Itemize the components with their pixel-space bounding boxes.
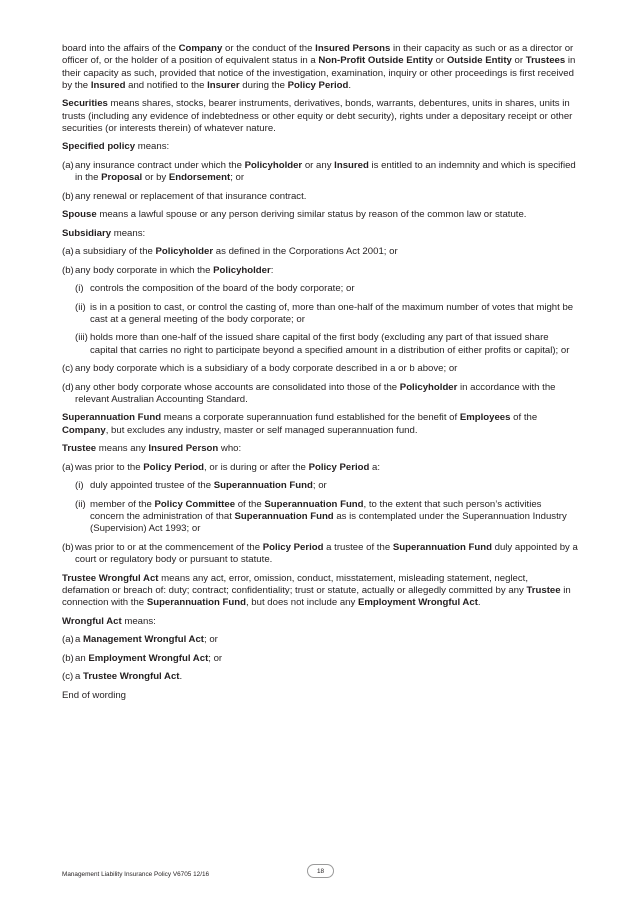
list-marker: (c) <box>62 671 74 683</box>
list-marker: (i) <box>75 283 84 295</box>
defined-term: Policyholder <box>155 246 214 258</box>
defined-term: Trustees <box>525 55 566 67</box>
text-run: in their capacity as such, provided that notice of the investigation, examination, inquiry or other proceedings is first received by the <box>62 55 576 91</box>
sub-list-item <box>62 283 578 295</box>
defined-term: Company <box>178 43 223 54</box>
list-marker: (d) <box>62 381 74 393</box>
text-run: any insurance contract under which the <box>75 159 245 171</box>
list-item <box>62 671 578 683</box>
list-marker: (b) <box>62 541 74 553</box>
defined-term: Trustee Wrongful Act <box>62 572 159 584</box>
text-run: an <box>75 652 89 664</box>
list-item-text <box>75 542 578 567</box>
list-item <box>62 363 578 375</box>
text-run: ; or <box>230 172 245 184</box>
list-item-text <box>90 283 578 295</box>
list-item-text <box>75 653 578 665</box>
text-run: , or is during or after the <box>204 461 309 473</box>
defined-term: Employment Wrongful Act <box>88 652 209 664</box>
list-item <box>62 246 578 258</box>
text-run: means: <box>111 227 146 239</box>
defined-term: Subsidiary <box>62 227 112 239</box>
defined-term: Policy Committee <box>154 498 236 510</box>
text-run: , to the extent that such person’s activities concern the administration of that <box>90 498 542 522</box>
defined-term: Insured <box>90 79 126 91</box>
text-run: . <box>179 671 183 683</box>
defined-term: Outside Entity <box>446 55 512 67</box>
list-item-text <box>75 462 578 474</box>
list-item-text <box>75 160 578 185</box>
text-run: is entitled to an indemnity and which is specified in the <box>75 159 576 184</box>
defined-term: Company <box>62 424 106 436</box>
defined-term: Superannuation Fund <box>392 541 492 553</box>
text-run: or <box>511 55 526 67</box>
text-run: duly appointed trustee of the <box>90 480 214 492</box>
paragraph <box>62 43 578 92</box>
footer-doc-title: Management Liability Insurance Policy V6705 12/16 <box>62 871 210 878</box>
list-marker: (a) <box>62 246 74 258</box>
defined-term: Trustee <box>62 443 97 455</box>
list-item-text <box>75 265 578 277</box>
defined-term: Policy Period <box>143 461 205 473</box>
text-run: during the <box>239 79 288 91</box>
list-item-text <box>75 246 578 258</box>
text-run: in their capacity as such or as a director or officer of, or the holder of a position of equivalent status in a <box>62 43 574 67</box>
list-marker: (iii) <box>75 332 88 344</box>
text-run: holds more than one-half of the issued share capital of the first body (excluding any part of that issued share capital that carries no right to participate beyond a specified amount in a distribution of either profits or capital); or <box>90 332 570 356</box>
text-run: of the <box>510 412 538 424</box>
defined-term: Securities <box>62 98 108 110</box>
list-item <box>62 634 578 646</box>
text-run: duly appointed by a court or regulatory body or pursuant to statute. <box>75 541 578 566</box>
text-run: , but excludes any industry, master or self managed superannuation fund. <box>105 424 418 436</box>
defined-term: Spouse <box>62 209 97 221</box>
list-marker: (ii) <box>75 498 86 510</box>
paragraph <box>62 443 578 455</box>
text-run: or the conduct of the <box>222 43 316 54</box>
text-run: a <box>75 671 84 683</box>
text-run: was prior to or at the commencement of the <box>75 541 263 553</box>
text-run: . <box>348 79 352 91</box>
defined-term: Management Wrongful Act <box>83 634 205 646</box>
sub-list-item <box>62 302 578 327</box>
defined-term: Policyholder <box>399 381 458 393</box>
text-run: or by <box>142 172 169 184</box>
text-run: . <box>477 597 481 609</box>
text-run: or any <box>302 159 335 171</box>
paragraph <box>62 141 578 153</box>
list-marker: (a) <box>62 461 74 473</box>
list-marker: (ii) <box>75 301 86 313</box>
defined-term: Policyholder <box>213 264 271 276</box>
text-run: of the <box>235 498 265 510</box>
text-run: means shares, stocks, bearer instruments, derivatives, bonds, warrants, debentures, units in shares, units in trusts (including any evidence of indebtedness or other equity or debt security), rights under a depositary receipt or other securities (or interests therein) of whatever nature. <box>62 98 573 134</box>
text-run: End of wording <box>62 689 126 701</box>
text-run: : <box>270 264 274 276</box>
text-run: ; or <box>312 480 327 492</box>
list-item <box>62 653 578 665</box>
text-run: means a corporate superannuation fund established for the benefit of <box>161 412 460 424</box>
list-item-text <box>75 634 578 646</box>
defined-term: Policy Period <box>308 461 370 473</box>
list-item-text <box>75 191 578 203</box>
text-run: or <box>432 55 447 67</box>
defined-term: Policy Period <box>287 79 349 91</box>
text-run: means: <box>121 615 156 627</box>
text-run: in connection with the <box>62 584 571 609</box>
sub-list-item <box>62 332 578 357</box>
document-body <box>62 43 578 708</box>
text-run: was prior to the <box>75 461 144 473</box>
list-item-text <box>90 332 578 357</box>
defined-term: Endorsement <box>168 172 231 184</box>
list-item <box>62 542 578 567</box>
paragraph <box>62 98 578 135</box>
defined-term: Policy Period <box>262 541 324 553</box>
text-run: ; or <box>208 652 223 664</box>
text-run: any other body corporate whose accounts are consolidated into those of the <box>75 381 400 393</box>
defined-term: Superannuation Fund <box>146 597 246 609</box>
list-marker: (c) <box>62 363 74 375</box>
text-run: any renewal or replacement of that insurance contract. <box>75 190 307 202</box>
list-item-text <box>75 363 578 375</box>
paragraph <box>62 616 578 628</box>
defined-term: Non-Profit Outside Entity <box>318 55 433 67</box>
text-run: is in a position to cast, or control the casting of, more than one-half of the maximum number of votes that might be cast at a general meeting of the body corporate; or <box>90 301 574 325</box>
text-run: , but does not include any <box>245 597 358 609</box>
text-run: a: <box>369 461 381 473</box>
sub-list-item <box>62 499 578 536</box>
list-marker: (b) <box>62 652 74 664</box>
list-item <box>62 462 578 474</box>
list-item-text <box>75 671 578 683</box>
list-item-text <box>90 480 578 492</box>
defined-term: Employees <box>459 412 511 424</box>
list-marker: (a) <box>62 634 74 646</box>
list-item <box>62 191 578 203</box>
text-run: means any act, error, omission, conduct, misstatement, misleading statement, neglect, defamation or breach of: duty; contract; confidentiality; trust or statute, actually or allegedly committed by any <box>62 572 529 596</box>
defined-term: Employment Wrongful Act <box>357 597 478 609</box>
paragraph <box>62 209 578 221</box>
defined-term: Specified policy <box>62 141 136 153</box>
list-marker: (a) <box>62 159 74 171</box>
paragraph <box>62 228 578 240</box>
text-run: means: <box>135 141 170 153</box>
defined-term: Superannuation Fund <box>264 498 364 510</box>
paragraph <box>62 690 578 702</box>
text-run: who: <box>218 443 242 455</box>
defined-term: Proposal <box>101 172 143 184</box>
list-marker: (b) <box>62 264 74 276</box>
defined-term: Insured Persons <box>315 43 391 54</box>
text-run: any body corporate which is a subsidiary of a body corporate described in a or b above; or <box>75 363 458 375</box>
sub-list-item <box>62 480 578 492</box>
list-item <box>62 265 578 277</box>
list-item-text <box>90 302 578 327</box>
text-run: a trustee of the <box>323 541 393 553</box>
list-item <box>62 160 578 185</box>
list-item-text <box>75 382 578 407</box>
text-run: a subsidiary of the <box>75 246 156 258</box>
text-run: controls the composition of the board of the body corporate; or <box>90 283 355 295</box>
defined-term: Policyholder <box>244 159 303 171</box>
list-item-text <box>90 499 578 536</box>
defined-term: Insurer <box>207 79 240 91</box>
defined-term: Insured Person <box>148 443 219 455</box>
page-number-badge: 18 <box>307 864 334 878</box>
defined-term: Superannuation Fund <box>62 412 162 424</box>
defined-term: Superannuation Fund <box>234 510 334 522</box>
list-marker: (i) <box>75 480 84 492</box>
paragraph <box>62 412 578 437</box>
page-footer <box>62 864 578 880</box>
text-run: any body corporate in which the <box>75 264 214 276</box>
text-run: means a lawful spouse or any person deriving similar status by reason of the common law or statute. <box>96 209 527 221</box>
text-run: member of the <box>90 498 155 510</box>
defined-term: Wrongful Act <box>62 615 122 627</box>
text-run: ; or <box>204 634 218 646</box>
list-item <box>62 382 578 407</box>
list-marker: (b) <box>62 190 74 202</box>
defined-term: Trustee Wrongful Act <box>83 671 180 683</box>
paragraph <box>62 573 578 610</box>
text-run: a <box>75 634 84 646</box>
defined-term: Insured <box>334 159 369 171</box>
defined-term: Trustee <box>526 584 561 596</box>
text-run: as is contemplated under the Superannuation Industry (Supervision) Act 1993; or <box>90 510 567 535</box>
defined-term: Superannuation Fund <box>213 480 313 492</box>
text-run: as defined in the Corporations Act 2001; or <box>213 246 398 258</box>
text-run: and notified to the <box>125 79 208 91</box>
text-run: board into the affairs of the <box>62 43 179 54</box>
text-run: means any <box>96 443 149 455</box>
text-run: in accordance with the relevant Australian Accounting Standard. <box>75 381 556 405</box>
